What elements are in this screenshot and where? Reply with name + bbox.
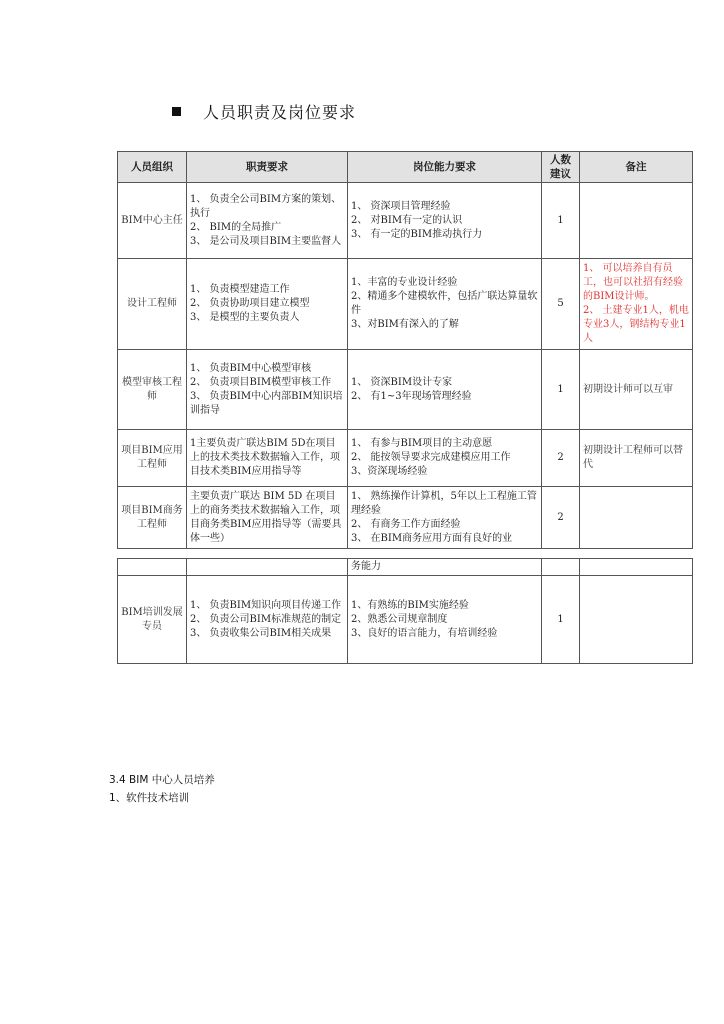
- section-title: 人员职责及岗位要求: [203, 103, 357, 122]
- row-count: 2: [542, 487, 580, 549]
- header-duty: 职责要求: [187, 152, 348, 183]
- ability-item: 2、 有商务工作方面经验: [351, 518, 461, 530]
- ability-item: 1、丰富的专业设计经验: [351, 277, 458, 288]
- table-row: [118, 350, 693, 430]
- table-row: [118, 487, 693, 549]
- duty-item: 3、 负责BIM中心内部BIM知识培训指导: [190, 390, 343, 416]
- responsibilities-table-continued: [117, 558, 693, 664]
- row-count: 1: [542, 576, 580, 664]
- ability-item: 1、 有参与BIM项目的主动意愿: [351, 438, 493, 449]
- header-org: 人员组织: [118, 152, 187, 183]
- row-duty: [187, 183, 348, 259]
- row-note: [580, 487, 693, 549]
- ability-item: 3、资深现场经验: [351, 466, 428, 477]
- row-count: 5: [542, 259, 580, 350]
- continuation-text: 务能力: [348, 559, 542, 576]
- row-note: [580, 576, 693, 664]
- section-heading: [172, 100, 356, 123]
- row-org: 项目BIM应用工程师: [118, 430, 187, 487]
- ability-item: 2、 有1~3年现场管理经验: [351, 390, 472, 402]
- row-count: 2: [542, 430, 580, 487]
- ability-item: 2、 对BIM有一定的认识: [351, 214, 463, 226]
- row-ability: [348, 576, 542, 664]
- duty-item: 2、 BIM的全局推广: [190, 221, 282, 233]
- responsibilities-table: [117, 151, 693, 549]
- row-org: BIM培训发展专员: [118, 576, 187, 664]
- row-ability: [348, 350, 542, 430]
- table-row: [118, 183, 693, 259]
- duty-item: 2、 负责项目BIM模型审核工作: [190, 376, 332, 388]
- duty-item: 1、 负责BIM中心模型审核: [190, 362, 312, 374]
- row-ability: [348, 487, 542, 549]
- row-ability: [348, 259, 542, 350]
- header-ability: 岗位能力要求: [348, 152, 542, 183]
- table-row: [118, 259, 693, 350]
- note-item: 1、 可以培养自有员工，也可以社招有经验的BIM设计师。: [583, 263, 683, 302]
- square-bullet-icon: [172, 107, 181, 116]
- ability-item: 1、有熟练的BIM实施经验: [351, 599, 469, 611]
- row-org: 模型审核工程师: [118, 350, 187, 430]
- duty-item: 1、 负责全公司BIM方案的策划、执行: [190, 193, 342, 219]
- row-org: 设计工程师: [118, 259, 187, 350]
- duty-item: 2、 负责协助项目建立模型: [190, 298, 310, 309]
- row-ability: [348, 430, 542, 487]
- ability-item: 3、 有一定的BIM推动执行力: [351, 228, 483, 240]
- row-count: 1: [542, 183, 580, 259]
- note-item: 2、 土建专业1人，机电专业3人，钢结构专业1人: [583, 305, 689, 344]
- duty-item: 3、 负责收集公司BIM相关成果: [190, 627, 332, 639]
- ability-item: 3、良好的语言能力，有培训经验: [351, 627, 498, 639]
- table-row: [118, 576, 693, 664]
- duty-item: 3、 是公司及项目BIM主要监督人: [190, 235, 342, 247]
- header-count: 人数建议: [542, 152, 580, 183]
- duty-item: 主要负责广联达 BIM 5D 在项目上的商务类技术数据输入工作，项目商务类BIM应用指导等（需要具体一些）: [190, 490, 342, 544]
- row-note: [580, 350, 693, 430]
- row-duty: [187, 487, 348, 549]
- ability-item: 2、熟悉公司规章制度: [351, 613, 448, 625]
- ability-item: 1、 熟练操作计算机，5年以上工程施工管理经验: [351, 490, 537, 516]
- row-note: [580, 183, 693, 259]
- row-org: BIM中心主任: [118, 183, 187, 259]
- duty-item: 2、 负责公司BIM标准规范的制定: [190, 613, 342, 625]
- note-item: 初期设计工程师可以替代: [583, 445, 683, 470]
- row-duty: [187, 576, 348, 664]
- duty-item: 1、 负责BIM知识向项目传递工作: [190, 599, 342, 611]
- row-ability: [348, 183, 542, 259]
- ability-item: 2、 能按领导要求完成建模应用工作: [351, 452, 511, 463]
- continuation-row: [118, 559, 693, 576]
- note-item: 初期设计师可以互审: [583, 383, 673, 395]
- table-header-row: [118, 152, 693, 183]
- row-duty: [187, 430, 348, 487]
- ability-item: 1、 资深BIM设计专家: [351, 376, 453, 388]
- ability-item: 3、 在BIM商务应用方面有良好的业: [351, 532, 513, 544]
- row-org: 项目BIM商务工程师: [118, 487, 187, 549]
- row-note: [580, 430, 693, 487]
- ability-item: 3、对BIM有深入的了解: [351, 319, 459, 330]
- row-count: 1: [542, 350, 580, 430]
- duty-item: 1、 负责模型建造工作: [190, 284, 290, 295]
- row-duty: [187, 350, 348, 430]
- ability-item: 1、 资深项目管理经验: [351, 200, 451, 212]
- subsection-title: 3.4 BIM 中心人员培养: [109, 774, 215, 786]
- table-row: [118, 430, 693, 487]
- header-note: 备注: [580, 152, 693, 183]
- ability-item: 2、精通多个建模软件，包括广联达算量软件: [351, 291, 538, 316]
- duty-item: 3、 是模型的主要负责人: [190, 312, 300, 323]
- duty-item: 1主要负责广联达BIM 5D在项目上的技术类技术数据输入工作，项目技术类BIM应用指导等: [190, 438, 340, 477]
- subsection-item: 1、软件技术培训: [109, 792, 190, 804]
- row-note: [580, 259, 693, 350]
- row-duty: [187, 259, 348, 350]
